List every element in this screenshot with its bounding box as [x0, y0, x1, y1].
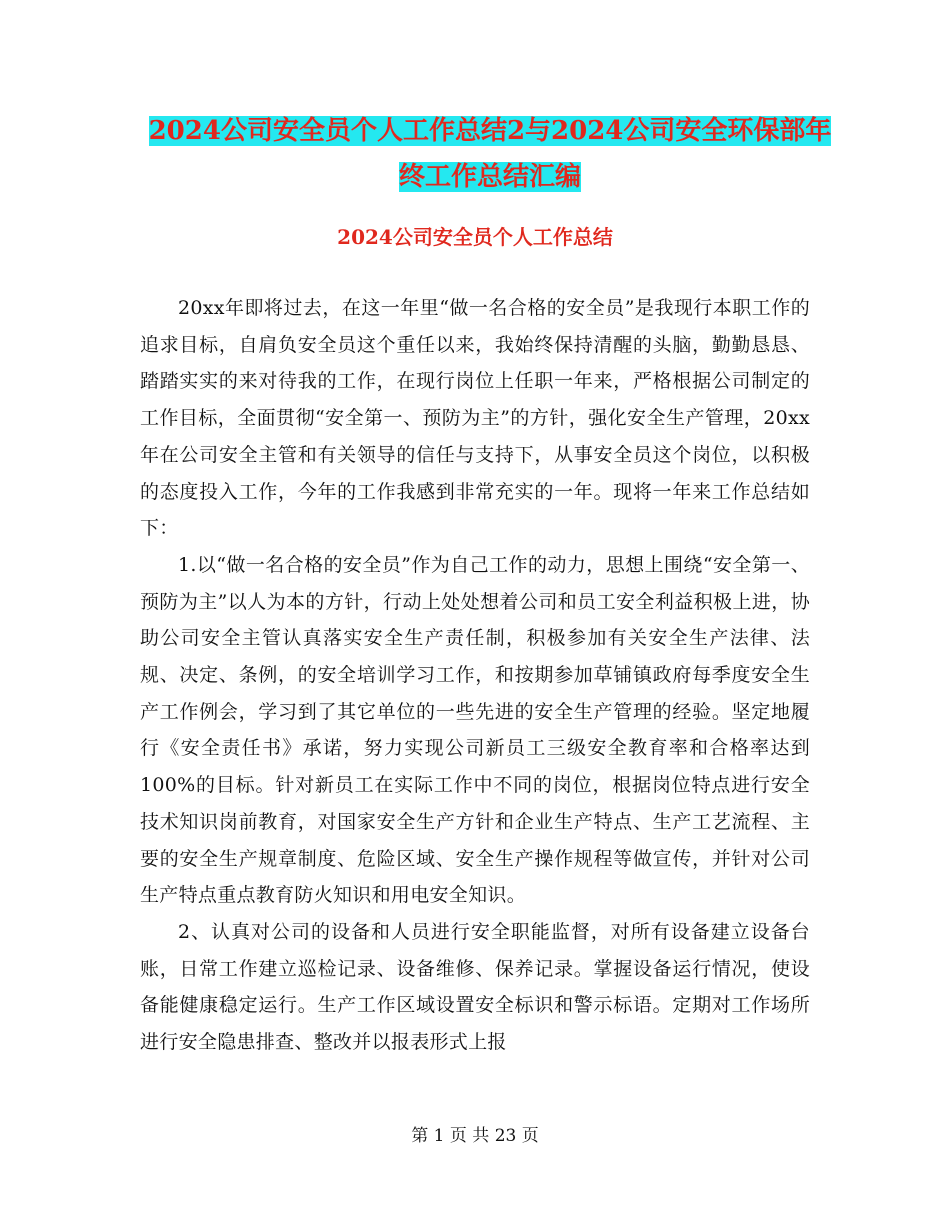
document-title-text: 2024公司安全员个人工作总结2与2024公司安全环保部年终工作总结汇编	[148, 116, 832, 192]
paragraph-intro: 20xx年即将过去，在这一年里“做一名合格的安全员”是我现行本职工作的追求目标，自肩负安全员这个重任以来，我始终保持清醒的头脑，勤勤恳恳、踏踏实实的来对待我的工作，在现行岗位上任职一年来，严格根据公司制定的工作目标，全面贯彻“安全第一、预防为主”的方针，强化安全生产管理，20xx年在公司安全主管和有关领导的信任与支持下，从事安全员这个岗位，以积极的态度投入工作，今年的工作我感到非常充实的一年。现将一年来工作总结如下：	[140, 297, 810, 540]
document-title	[140, 108, 840, 200]
paragraph-item-2: 2、认真对公司的设备和人员进行安全职能监督，对所有设备建立设备台账，日常工作建立巡检记录、设备维修、保养记录。掌握设备运行情况，使设备能健康稳定运行。生产工作区域设置安全标识和警示标语。定期对工作场所进行安全隐患排查、整改并以报表形式上报	[140, 920, 810, 1054]
paragraph-item-1: 1.以“做一名合格的安全员”作为自己工作的动力，思想上围绕“安全第一、预防为主”以人为本的方针，行动上处处想着公司和员工安全利益积极上进，协助公司安全主管认真落实安全生产责任制，积极参加有关安全生产法律、法规、决定、条例，的安全培训学习工作，和按期参加草铺镇政府每季度安全生产工作例会，学习到了其它单位的一些先进的安全生产管理的经验。坚定地履行《安全责任书》承诺，努力实现公司新员工三级安全教育率和合格率达到100%的目标。针对新员工在实际工作中不同的岗位，根据岗位特点进行安全技术知识岗前教育，对国家安全生产方针和企业生产特点、生产工艺流程、主要的安全生产规章制度、危险区域、安全生产操作规程等做宣传，并针对公司生产特点重点教育防火知识和用电安全知识。	[140, 553, 810, 907]
document-body	[140, 290, 810, 1061]
section-title: 2024公司安全员个人工作总结	[337, 225, 613, 249]
page-footer: 第 1 页 共 23 页	[411, 1126, 539, 1146]
